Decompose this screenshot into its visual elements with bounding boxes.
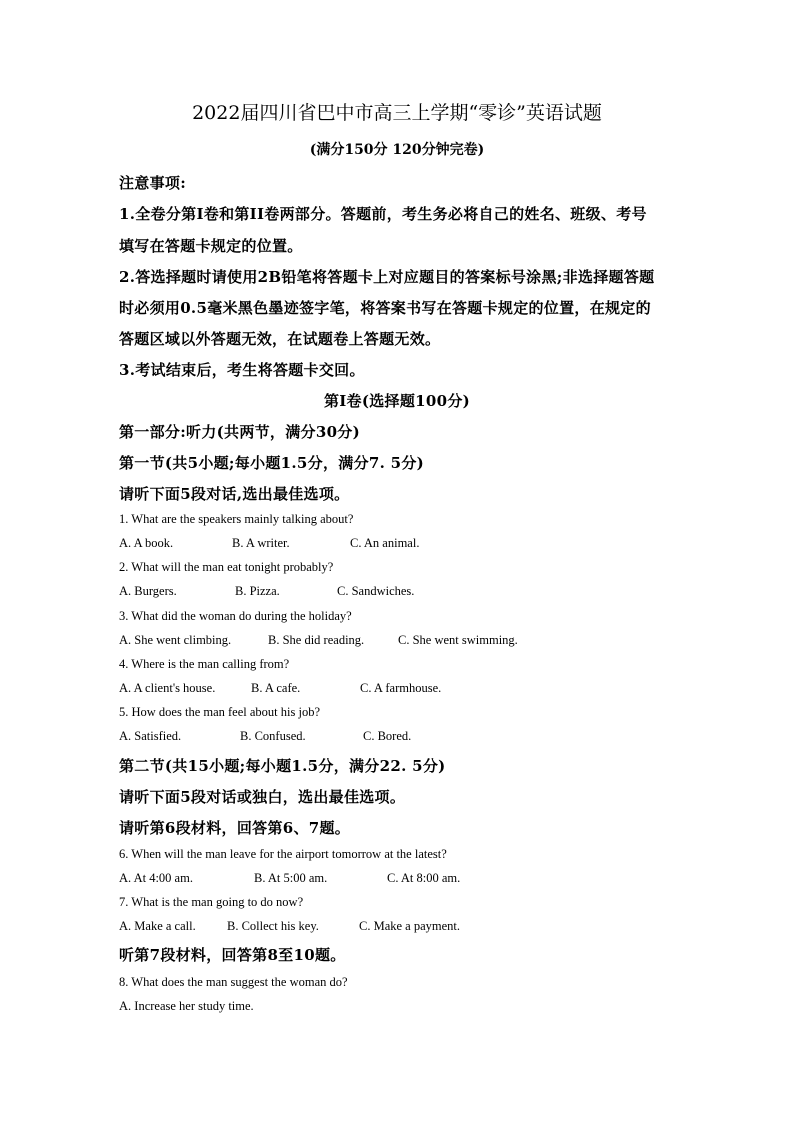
q8-option-a: A. Increase her study time. bbox=[119, 999, 254, 1013]
volume-1-heading: 第I卷(选择题100分) bbox=[323, 392, 471, 410]
question-5: 5. How does the man feel about his job? bbox=[119, 705, 320, 719]
section-2-heading: 第二节(共15小题;每小题1.5分，满分22. 5分) bbox=[119, 757, 446, 775]
q4-option-c: C. A farmhouse. bbox=[360, 681, 442, 695]
question-2: 2. What will the man eat tonight probably? bbox=[119, 560, 334, 574]
page-title: 2022届四川省巴中市高三上学期“零诊”英语试题 bbox=[192, 102, 602, 124]
q1-option-b: B. A writer. bbox=[232, 536, 290, 550]
question-8: 8. What does the man suggest the woman do? bbox=[119, 975, 348, 989]
q5-option-a: A. Satisfied. bbox=[119, 729, 182, 743]
q3-option-b: B. She did reading. bbox=[268, 633, 365, 647]
q5-option-c: C. Bored. bbox=[363, 729, 412, 743]
section-2-instruction: 请听下面5段对话或独白，选出最佳选项。 bbox=[119, 788, 406, 806]
note-2-line-1: 2.答选择题时请使用2B铅笔将答题卡上对应题目的答案标号涂黑;非选择题答题 bbox=[119, 268, 655, 286]
q3-option-c: C. She went swimming. bbox=[398, 633, 518, 647]
passage-6-instruction: 请听第6段材料，回答第6、7题。 bbox=[119, 819, 351, 837]
q5-option-b: B. Confused. bbox=[240, 729, 306, 743]
notes-heading: 注意事项: bbox=[119, 174, 187, 192]
q1-option-a: A. A book. bbox=[119, 536, 174, 550]
q6-option-c: C. At 8:00 am. bbox=[387, 871, 461, 885]
note-1-line-2: 填写在答题卡规定的位置。 bbox=[119, 237, 303, 255]
question-3: 3. What did the woman do during the holiday? bbox=[119, 609, 352, 623]
q4-option-b: B. A cafe. bbox=[251, 681, 301, 695]
passage-7-instruction: 听第7段材料，回答第8至10题。 bbox=[119, 946, 346, 964]
q6-option-b: B. At 5:00 am. bbox=[254, 871, 328, 885]
section-1-instruction: 请听下面5段对话,选出最佳选项。 bbox=[119, 485, 350, 503]
question-1: 1. What are the speakers mainly talking about? bbox=[119, 512, 354, 526]
question-7: 7. What is the man going to do now? bbox=[119, 895, 304, 909]
question-4: 4. Where is the man calling from? bbox=[119, 657, 290, 671]
q1-option-c: C. An animal. bbox=[350, 536, 420, 550]
note-3: 3.考试结束后，考生将答题卡交回。 bbox=[119, 361, 365, 379]
page-subtitle: (满分150分 120分钟完卷) bbox=[309, 142, 485, 158]
section-1-heading: 第一节(共5小题;每小题1.5分，满分7. 5分) bbox=[119, 454, 425, 472]
question-6: 6. When will the man leave for the airport tomorrow at the latest? bbox=[119, 847, 447, 861]
q2-option-b: B. Pizza. bbox=[235, 584, 280, 598]
q7-option-c: C. Make a payment. bbox=[359, 919, 461, 933]
part-1-heading: 第一部分:听力(共两节，满分30分) bbox=[119, 423, 361, 441]
q4-option-a: A. A client's house. bbox=[119, 681, 216, 695]
q3-option-a: A. She went climbing. bbox=[119, 633, 232, 647]
note-1-line-1: 1.全卷分第I卷和第II卷两部分。答题前，考生务必将自己的姓名、班级、考号 bbox=[119, 205, 647, 223]
q2-option-a: A. Burgers. bbox=[119, 584, 177, 598]
q7-option-a: A. Make a call. bbox=[119, 919, 196, 933]
note-2-line-3: 答题区域以外答题无效，在试题卷上答题无效。 bbox=[119, 330, 441, 348]
q6-option-a: A. At 4:00 am. bbox=[119, 871, 193, 885]
q7-option-b: B. Collect his key. bbox=[227, 919, 319, 933]
note-2-line-2: 时必须用0.5毫米黑色墨迹签字笔，将答案书写在答题卡规定的位置，在规定的 bbox=[119, 299, 651, 317]
q2-option-c: C. Sandwiches. bbox=[337, 584, 415, 598]
